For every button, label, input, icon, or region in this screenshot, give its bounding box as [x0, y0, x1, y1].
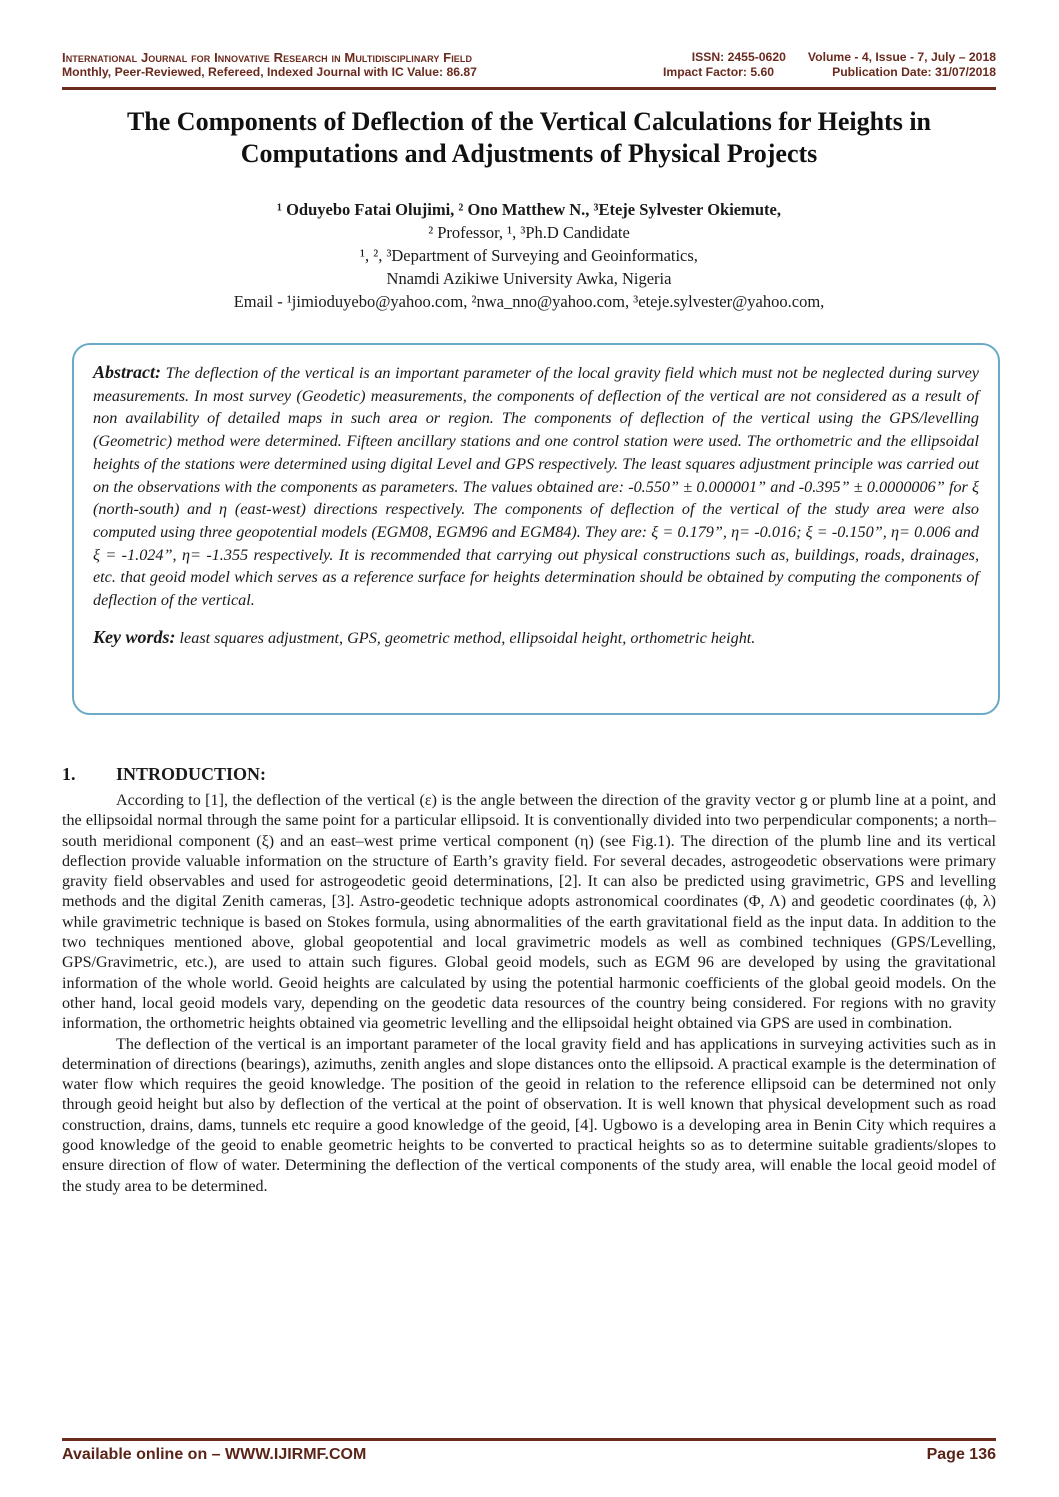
department: ¹, ², ³Department of Surveying and Geoinformatics,: [360, 246, 698, 265]
paragraph: According to [1], the deflection of the vertical (ε) is the angle between the direction of the gravity vector g or plumb line at a point, and the ellipsoidal normal through the same point for a particular ellipsoid. It is conventionally divided into two perpendicular components; a north–south meridional component (ξ) and an east–west prime vertical component (η) (see Fig.1). The direction of the plumb line and its vertical deflection provide valuable information on the structure of Earth’s gravity field. For several decades, astrogeodetic observations were primary gravity field observables and used for astrogeodetic geoid determinations, [2]. It can also be predicted using gravimetric, GPS and levelling methods and the digital Zenith cameras, [3]. Astro-geodetic technique adopts astronomical coordinates (Φ, Λ) and geodetic coordinates (ϕ, λ) while gravimetric technique is based on Stokes formula, using abnormalities of the earth gravitational field as the input data. In addition to the two techniques mentioned above, global geopotential and local gravimetric models as well as combined techniques (GPS/Levelling, GPS/Gravimetric, etc.), are used to attain such figures. Global geoid models, such as EGM 96 are developed by using the gravitational information of the whole world. Geoid heights are calculated by using the potential harmonic coefficients of the global geoid models. On the other hand, local geoid models vary, depending on the geodetic data resources of the country being considered. For regions with no gravity information, the orthometric heights obtained via geometric levelling and the ellipsoidal height obtained via GPS are used in combination.: [62, 792, 996, 1033]
author-emails: Email - ¹jimioduyebo@yahoo.com, ²nwa_nno@yahoo.com, ³eteje.sylvester@yahoo.com,: [233, 292, 825, 311]
page-footer: [62, 1446, 996, 1464]
section-number: 1.: [62, 764, 76, 784]
keywords-text: least squares adjustment, GPS, geometric method, ellipsoidal height, orthometric height.: [179, 628, 756, 647]
author-roles: ² Professor, ¹, ³Ph.D Candidate: [428, 223, 630, 242]
availability-link[interactable]: Available online on – WWW.IJIRMF.COM: [62, 1446, 367, 1463]
introduction-body: [62, 791, 996, 1197]
header-rule: [62, 87, 996, 90]
impact-factor: Impact Factor: 5.60: [662, 65, 775, 79]
issn: ISSN: 2455-0620: [691, 50, 786, 64]
paragraph: The deflection of the vertical is an important parameter of the local gravity field and has applications in surveying activities such as in determination of directions (bearings), azimuths, zenith angles and slope distances onto the ellipsoid. A practical example is the determination of water flow which requires the geoid knowledge. The position of the geoid in relation to the reference ellipsoid can be determined not only through geoid height but also by deflection of the vertical at the point of observation. It is well known that physical development such as road construction, drains, dams, tunnels etc require a good knowledge of the geoid, [4]. Ugbowo is a developing area in Benin City which requires a good knowledge of the geoid to enable geometric heights to be converted to practical heights so as to determine suitable gradients/slopes to ensure direction of flow of water. Determining the deflection of the vertical components of the study area, will enable the local geoid model of the study area to be determined.: [62, 1035, 996, 1195]
footer-rule: [62, 1438, 996, 1441]
abstract: [93, 361, 979, 612]
keywords: [93, 626, 979, 650]
volume-issue: Volume - 4, Issue - 7, July – 2018: [807, 50, 996, 64]
abstract-label: Abstract:: [93, 362, 162, 382]
journal-name: International Journal for Innovative Research in Multidisciplinary Field: [62, 50, 473, 65]
section-title: INTRODUCTION:: [116, 764, 267, 784]
author-block: [62, 198, 996, 313]
publication-date: Publication Date: 31/07/2018: [832, 65, 996, 79]
section-heading-introduction: [62, 764, 266, 785]
journal-header: [62, 50, 996, 80]
page-number: Page 136: [926, 1446, 996, 1463]
paper-title: The Components of Deflection of the Vertical Calculations for Heights in Computations and Adjustments of Physical Projects: [126, 107, 932, 168]
peer-review-line: Monthly, Peer-Reviewed, Refereed, Indexed Journal with IC Value: 86.87: [62, 65, 477, 79]
university: Nnamdi Azikiwe University Awka, Nigeria: [386, 269, 672, 288]
abstract-text: The deflection of the vertical is an important parameter of the local gravity field which must not be neglected during survey measurements. In most survey (Geodetic) measurements, the components of deflection of the vertical are not considered as a result of non availability of detailed maps in such area or region. The components of deflection of the vertical using the GPS/levelling (Geometric) method were determined. Fifteen ancillary stations and one control station were used. The orthometric and the ellipsoidal heights of the stations were determined using digital Level and GPS respectively. The least squares adjustment principle was carried out on the observations with the components as parameters. The values obtained are: -0.550” ± 0.000001” and -0.395” ± 0.0000006” for ξ (north-south) and η (east-west) directions respectively. The components of deflection of the vertical of the study area were also computed using three geopotential models (EGM08, EGM96 and EGM84). They are: ξ = 0.179”, η= -0.016; ξ = -0.150”, η= 0.006 and ξ = -1.024”, η= -1.355 respectively. It is recommended that carrying out physical constructions such as, buildings, roads, drainages, etc. that geoid model which serves as a reference surface for heights determination should be obtained by computing the components of deflection of the vertical.: [93, 364, 979, 610]
author-names: ¹ Oduyebo Fatai Olujimi, ² Ono Matthew N., ³Eteje Sylvester Okiemute,: [277, 200, 781, 219]
abstract-box: [72, 343, 1000, 715]
keywords-label: Key words:: [93, 626, 176, 647]
